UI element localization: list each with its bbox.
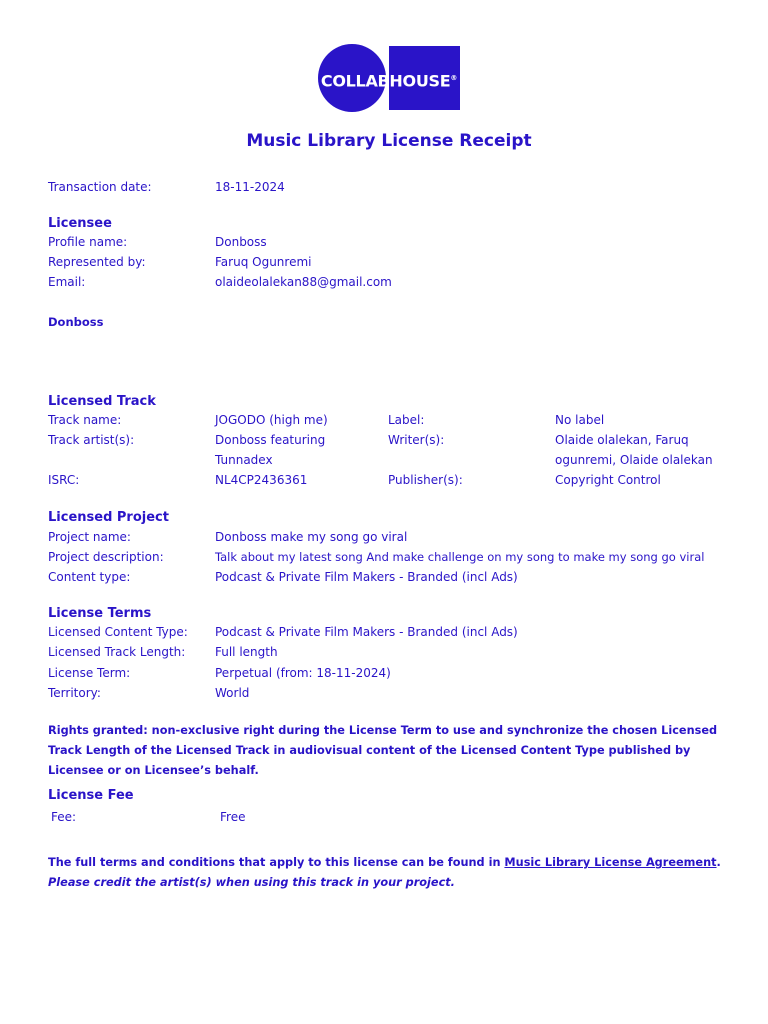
transaction-date-label: Transaction date:	[48, 180, 152, 194]
project-description-value: Talk about my latest song And make challenge on my song to make my song go viral	[215, 550, 705, 564]
label-value: No label	[555, 413, 605, 427]
transaction-date-value: 18-11-2024	[215, 180, 285, 194]
writer-label: Writer(s):	[388, 433, 445, 447]
track-artist-value-line2: Tunnadex	[215, 453, 273, 467]
license-terms-heading: License Terms	[48, 606, 152, 621]
logo-wordmark: COLLABHOUSE®	[320, 71, 458, 91]
full-terms-text: The full terms and conditions that apply to this license can be found in	[48, 856, 505, 869]
credit-artist-note: Please credit the artist(s) when using this track in your project.	[48, 876, 455, 889]
licensed-content-type-label: Licensed Content Type:	[48, 625, 188, 639]
page-title: Music Library License Receipt	[246, 131, 532, 151]
email-value: olaideolalekan88@gmail.com	[215, 275, 392, 289]
licensed-track-length-label: Licensed Track Length:	[48, 645, 186, 659]
track-artist-value-line1: Donboss featuring	[215, 433, 326, 447]
project-name-value: Donboss make my song go viral	[215, 530, 408, 544]
collabhouse-logo	[318, 44, 460, 112]
licensee-signature-name: Donboss	[48, 315, 104, 329]
territory-label: Territory:	[48, 686, 101, 700]
label-label: Label:	[388, 413, 425, 427]
isrc-label: ISRC:	[48, 473, 80, 487]
track-artist-label: Track artist(s):	[48, 433, 135, 447]
full-terms-paragraph	[48, 853, 728, 873]
project-description-label: Project description:	[48, 550, 164, 564]
fee-label: Fee:	[51, 810, 77, 824]
profile-name-value: Donboss	[215, 235, 267, 249]
publisher-value: Copyright Control	[555, 473, 661, 487]
track-name-value: JOGODO (high me)	[215, 413, 328, 427]
full-terms-suffix: .	[716, 856, 721, 869]
licensed-track-heading: Licensed Track	[48, 394, 156, 409]
license-agreement-link[interactable]: Music Library License Agreement	[504, 856, 717, 869]
represented-by-label: Represented by:	[48, 255, 146, 269]
licensed-project-heading: Licensed Project	[48, 510, 169, 525]
email-label: Email:	[48, 275, 86, 289]
writer-value-line2: ogunremi, Olaide olalekan	[555, 453, 713, 467]
project-name-label: Project name:	[48, 530, 131, 544]
license-term-label: License Term:	[48, 666, 131, 680]
license-fee-heading: License Fee	[48, 788, 134, 803]
licensee-heading: Licensee	[48, 216, 112, 231]
profile-name-label: Profile name:	[48, 235, 128, 249]
publisher-label: Publisher(s):	[388, 473, 463, 487]
license-term-value: Perpetual (from: 18-11-2024)	[215, 666, 391, 680]
fee-value: Free	[220, 810, 246, 824]
territory-value: World	[215, 686, 250, 700]
track-name-label: Track name:	[48, 413, 122, 427]
content-type-value: Podcast & Private Film Makers - Branded (incl Ads)	[215, 570, 518, 584]
content-type-label: Content type:	[48, 570, 131, 584]
licensed-content-type-value: Podcast & Private Film Makers - Branded (incl Ads)	[215, 625, 518, 639]
licensed-track-length-value: Full length	[215, 645, 278, 659]
isrc-value: NL4CP2436361	[215, 473, 308, 487]
represented-by-value: Faruq Ogunremi	[215, 255, 312, 269]
writer-value-line1: Olaide olalekan, Faruq	[555, 433, 689, 447]
rights-granted-paragraph: Rights granted: non-exclusive right during the License Term to use and synchronize the chosen Licensed Track Length of the Licensed Track in audiovisual content of the Licensed Content Type published by Licensee or on Licensee’s behalf.	[48, 724, 718, 777]
